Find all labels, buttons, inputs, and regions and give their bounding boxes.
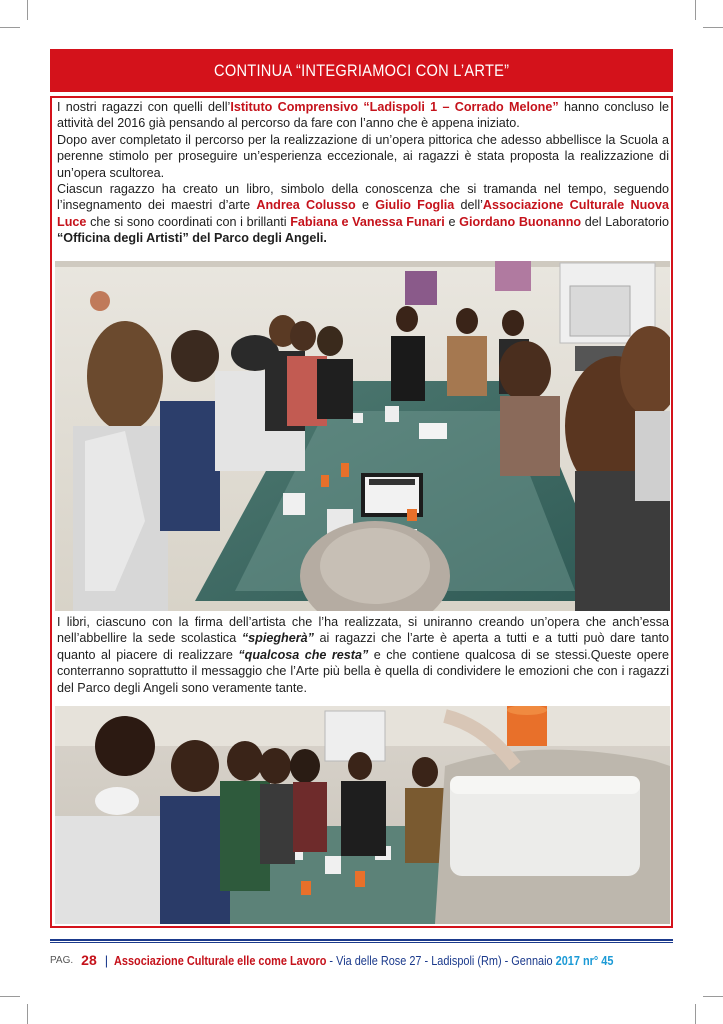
- paragraph-3: [57, 181, 669, 247]
- artist-name: Andrea Colusso: [256, 198, 356, 213]
- emphasis: “qualcosa che resta”: [238, 647, 369, 662]
- crop-mark: [695, 1004, 696, 1024]
- footer-separator: |: [104, 952, 109, 968]
- page-footer: [50, 950, 673, 970]
- text-span: del Laboratorio: [581, 214, 669, 229]
- footer-rule: [50, 942, 673, 943]
- footer-rule: [50, 939, 673, 941]
- crop-mark: [27, 0, 28, 20]
- workshop-photo-1-image: [55, 261, 670, 611]
- workshop-photo-1: [55, 261, 670, 611]
- paragraph-4: [57, 614, 669, 696]
- text-span: che si sono coordinati con i brillanti: [86, 214, 291, 229]
- association-name: Associazione Culturale Nuova Luce: [57, 198, 669, 229]
- text-span: dell’: [454, 198, 483, 213]
- footer-issue: 2017 nr° 45: [555, 952, 614, 968]
- paragraph-2: Dopo aver completato il percorso per la realizzazione di un’opera pittorica che adesso abbellisce la Scuola a perenne stimolo per proseguire un’esperienza eccezionale, ai ragazzi è stata proposta la realizzazione di un’opera scultorea.: [57, 132, 669, 180]
- header-title: CONTINUA “INTEGRIAMOCI CON L’ARTE”: [213, 60, 510, 80]
- text-span: e: [444, 214, 460, 229]
- text-span: I nostri ragazzi con quelli dell’: [57, 100, 231, 114]
- coordinator-names: Fabiana e Vanessa Funari: [290, 214, 445, 229]
- crop-mark: [695, 0, 696, 20]
- page-number: 28: [81, 952, 97, 968]
- text-span: e: [355, 198, 376, 213]
- crop-mark: [0, 27, 20, 28]
- text-span: ai ragazzi che l’arte è aperta a tutti e a tutti può dare tanto quanto al piacere di realizzare: [57, 631, 669, 662]
- closing-text: [57, 614, 669, 696]
- page-label: PAG.: [50, 954, 74, 966]
- crop-mark: [703, 996, 723, 997]
- crop-mark: [0, 996, 20, 997]
- text-span: hanno concluso le attività del 2016 già pensando al percorso da fare con l’anno che è appena iniziato.: [57, 100, 670, 131]
- artist-name: Giulio Foglia: [375, 198, 455, 213]
- workshop-photo-2-image: [55, 706, 670, 924]
- article-header: [50, 49, 673, 92]
- footer-credits: [114, 953, 613, 968]
- text-span: I libri, ciascuno con la firma dell’artista che l’ha realizzata, si uniranno creando un’opera che anch’essa nell’abbellire la sede scolastica: [57, 615, 669, 646]
- workshop-photo-2: [55, 706, 670, 924]
- crop-mark: [703, 27, 723, 28]
- coordinator-name: Giordano Buonanno: [459, 214, 582, 229]
- intro-text: [57, 99, 669, 247]
- footer-address: - Via delle Rose 27 - Ladispoli (Rm) - Gennaio: [326, 952, 556, 968]
- footer-association: Associazione Culturale elle come Lavoro: [114, 952, 327, 968]
- emphasis: “spiegherà”: [241, 631, 314, 646]
- crop-mark: [27, 1004, 28, 1024]
- paragraph-1: [57, 99, 669, 132]
- lab-name: “Officina degli Artisti” del Parco degli Angeli.: [57, 231, 327, 246]
- school-name: Istituto Comprensivo “Ladispoli 1 – Corrado Melone”: [230, 100, 559, 114]
- text-span: Ciascun ragazzo ha creato un libro, simbolo della conoscenza che si tramanda nel tempo, seguendo l’insegnamento dei maestri d’arte: [57, 182, 669, 213]
- text-span: e che contiene qualcosa di se stessi.Queste opere conterranno soprattutto il messaggio che l’Arte più bella è quella di condividere le emozioni che con i ragazzi del Parco degli Angeli sono veramente tante.: [57, 647, 669, 695]
